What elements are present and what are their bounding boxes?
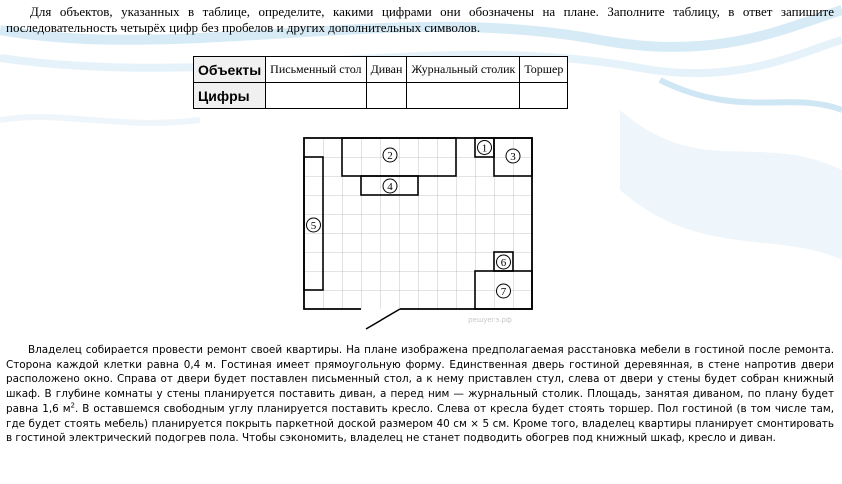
- task-instruction: Для объектов, указанных в таблице, определите, какими цифрами они обозначены на плане. Заполните таблицу, в ответ запишите последовательность четырёх цифр без пробелов и других дополнительных символов.: [6, 4, 834, 35]
- plan-label-1: 1: [481, 142, 488, 155]
- object-cell: Письменный стол: [266, 57, 366, 83]
- task-description: [6, 343, 834, 446]
- watermark: решуегэ.рф: [468, 316, 512, 324]
- digit-answer-cell[interactable]: [266, 83, 366, 109]
- description-part-2: . В оставшемся свободным углу планируется поставить кресло. Слева от кресла будет стоять торшер. Пол гостиной (в том числе там, где будет стоять мебель) планируется покрыть паркетной доской размером 40 см × 5 см. Кроме того, владелец квартиры планирует смонтировать в гостиной электрический подогрев пола. Чтобы сэкономить, владелец не станет подводить обогрев под книжный шкаф, кресло и диван.: [6, 402, 835, 445]
- plan-label-7: 7: [500, 286, 507, 298]
- digits-header: Цифры: [194, 83, 266, 109]
- plan-label-5: 5: [310, 220, 317, 232]
- description-superscript: 2: [70, 401, 76, 410]
- object-cell: Торшер: [520, 57, 568, 83]
- plan-label-3: 3: [510, 151, 516, 163]
- door: [366, 309, 400, 329]
- plan-label-4: 4: [387, 181, 393, 193]
- digits-row: [194, 83, 568, 109]
- plan-grid: [304, 138, 532, 309]
- description-part-1: Владелец собирается провести ремонт своей квартиры. На плане изображена предполагаемая расстановка мебели в гостиной после ремонта. Сторона каждой клетки равна 0,4 м. Гостиная имеет прямоугольную форму. Единственная дверь гостиной деревянная, в стене напротив двери расположено окно. Справа от двери будет поставлен письменный стол, а к нему приставлен стул, слева от двери у стены будет собран книжный шкаф. В глубине комнаты у стены планируется поставить диван, а перед ним — журнальный столик. Площадь, занятая диваном, по плану будет равна 1,6 м: [6, 344, 834, 415]
- objects-header: Объекты: [194, 57, 266, 83]
- object-cell: Журнальный столик: [407, 57, 520, 83]
- digit-answer-cell[interactable]: [366, 83, 407, 109]
- object-cell: Диван: [366, 57, 407, 83]
- plan-label-2: 2: [387, 150, 393, 162]
- plan-label-6: 6: [500, 257, 507, 269]
- digit-answer-cell[interactable]: [520, 83, 568, 109]
- digit-answer-cell[interactable]: [407, 83, 520, 109]
- objects-row: [194, 57, 568, 83]
- answer-table: [193, 56, 568, 109]
- room-floor-plan: [300, 134, 540, 334]
